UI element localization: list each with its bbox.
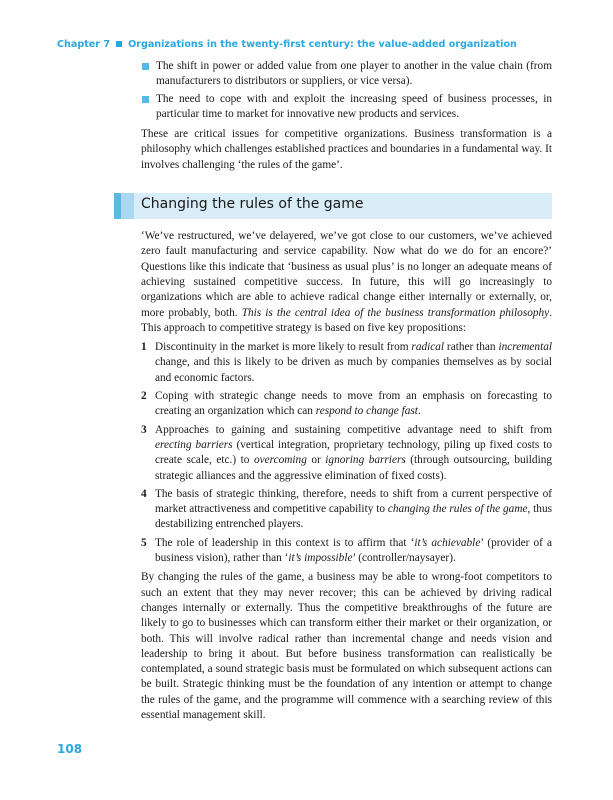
page-number: 108	[57, 742, 83, 756]
running-head	[57, 39, 517, 50]
list-item: 1 Discontinuity in the market is more likely to result from radical rather than incremental change, and this is likely to be driven as much by companies themselves as by social and economic factors.	[141, 341, 552, 384]
heading-accent-bar-light	[121, 193, 134, 219]
section-title: Changing the rules of the game	[141, 196, 364, 213]
heading-accent-bar	[114, 193, 121, 219]
section-paragraph: ‘We’ve restructured, we’ve delayered, we’ve got close to our customers, we’ve achieved zero fault manufacturing and service capability. Now what do we do for an encore?’ Questions like this indicate that ‘business as usual plus’ is no longer an adequate means of achieving sustained competitive success. In future, this will go increasingly to organizations which are able to achieve radical change either internally or externally, or, more probably, both. This is the central idea of the business transformation philosophy. This approach to competitive strategy is based on five key propositions:	[141, 230, 553, 334]
page-body	[141, 59, 552, 723]
intro-paragraph: These are critical issues for competitive organizations. Business transformation is a philosophy which challenges established practices and boundaries in a fundamental way. It involves challenging ‘the rules of the game’.	[141, 128, 552, 171]
list-item: The shift in power or added value from one player to another in the value chain (from manufacturers to distributors or suppliers, or vice versa).	[141, 59, 552, 90]
section-heading-band	[121, 193, 552, 219]
propositions-list	[141, 340, 552, 566]
list-item: 2 Coping with strategic change needs to move from an emphasis on forecasting to creating an organization which can respond to change fast.	[141, 390, 552, 418]
list-item: 4 The basis of strategic thinking, therefore, needs to shift from a current perspective of market attractiveness and competitive capability to changing the rules of the game, thus destabilizing entrenched players.	[141, 487, 552, 531]
closing-paragraph: By changing the rules of the game, a business may be able to wrong-foot competitors to such an extent that they may never recover; this can be achieved by driving radical changes internally or externally. Thus the competitive breakthroughs of the future are likely to go to businesses which can transform either their market or their organization, or both. This will involve radical rather than incremental change and needs vision and leadership to bring it about. But before business transformation can realistically be contemplated, a sound strategic basis must be formulated on which subsequent actions can be built. Strategic thinking must be the foundation of any intention or attempt to change the rules of the game, and the programme will commence with a searching review of this essential management skill.	[141, 571, 552, 721]
list-item: The need to cope with and exploit the increasing speed of business processes, in particular time to market for innovative new products and services.	[141, 92, 552, 123]
bullet-list	[141, 59, 552, 122]
list-item: 5 The role of leadership in this context is to affirm that ‘it’s achievable’ (provider of a business vision), rather than ‘it’s impossible’ (controller/naysayer).	[141, 536, 552, 565]
chapter-label: Chapter 7	[57, 39, 111, 50]
square-bullet-icon	[116, 41, 122, 47]
list-item: 3 Approaches to gaining and sustaining competitive advantage need to shift from erecting barriers (vertical integration, proprietary technology, piling up fixed costs to create scale, etc.) to overcoming or ignoring barriers (through outsourcing, building strategic alliances and the aggressive elimination of fixed costs).	[141, 423, 553, 482]
chapter-title: Organizations in the twenty-first century: the value-added organization	[128, 39, 517, 50]
square-bullet-icon	[142, 96, 149, 103]
square-bullet-icon	[142, 63, 149, 70]
